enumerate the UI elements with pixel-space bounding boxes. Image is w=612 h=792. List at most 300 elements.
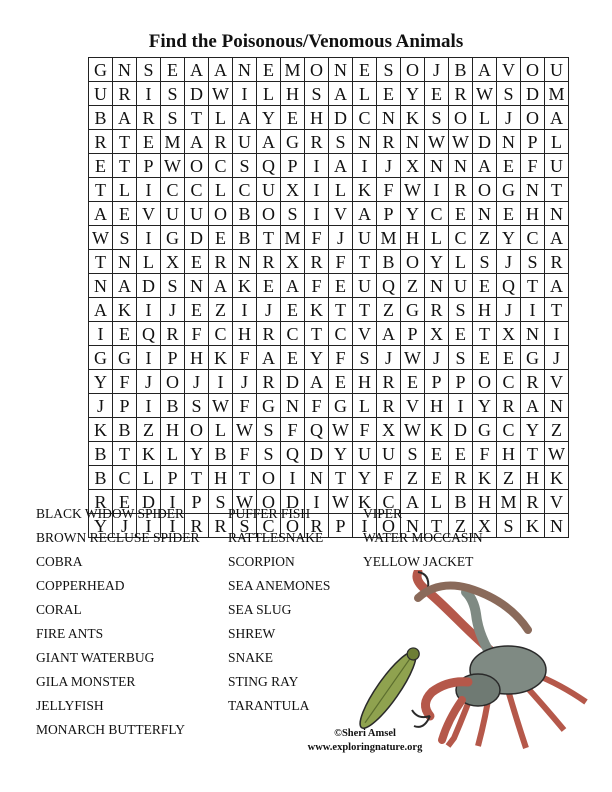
grid-cell: E <box>449 322 473 346</box>
grid-cell: C <box>353 106 377 130</box>
grid-cell: W <box>545 442 569 466</box>
grid-cell: A <box>89 202 113 226</box>
word-list-item: SCORPION <box>228 554 295 569</box>
grid-cell: E <box>473 274 497 298</box>
grid-cell: F <box>353 418 377 442</box>
grid-cell: R <box>521 490 545 514</box>
grid-cell: E <box>497 346 521 370</box>
grid-cell: I <box>353 154 377 178</box>
grid-cell: Z <box>545 418 569 442</box>
grid-cell: F <box>329 250 353 274</box>
grid-cell: J <box>425 58 449 82</box>
grid-cell: T <box>329 298 353 322</box>
grid-cell: R <box>497 394 521 418</box>
word-list-item: SEA SLUG <box>228 602 292 617</box>
grid-cell: C <box>113 466 137 490</box>
grid-cell: F <box>185 322 209 346</box>
grid-cell: S <box>497 82 521 106</box>
grid-cell: Q <box>377 274 401 298</box>
grid-cell: A <box>377 322 401 346</box>
grid-cell: Y <box>473 394 497 418</box>
grid-cell: H <box>497 442 521 466</box>
grid-cell: X <box>281 178 305 202</box>
grid-cell: O <box>185 154 209 178</box>
grid-cell: F <box>305 274 329 298</box>
grid-cell: P <box>521 130 545 154</box>
grid-cell: N <box>401 514 425 538</box>
grid-cell: I <box>305 490 329 514</box>
grid-cell: N <box>113 250 137 274</box>
grid-cell: C <box>497 370 521 394</box>
grid-cell: R <box>209 514 233 538</box>
word-list-item: SHREW <box>228 626 276 641</box>
grid-cell: K <box>113 298 137 322</box>
grid-cell: J <box>377 346 401 370</box>
grid-cell: H <box>209 466 233 490</box>
grid-cell: Y <box>305 346 329 370</box>
grid-cell: C <box>521 226 545 250</box>
grid-cell: F <box>305 394 329 418</box>
grid-cell: D <box>305 442 329 466</box>
grid-cell: Y <box>329 442 353 466</box>
grid-cell: R <box>161 322 185 346</box>
grid-cell: C <box>161 178 185 202</box>
grid-cell: D <box>329 106 353 130</box>
word-list-item: COPPERHEAD <box>36 578 125 593</box>
grid-cell: S <box>281 202 305 226</box>
grid-cell: W <box>425 130 449 154</box>
grid-cell: E <box>185 250 209 274</box>
grid-cell: R <box>89 490 113 514</box>
grid-cell: E <box>113 322 137 346</box>
grid-cell: P <box>377 202 401 226</box>
grid-cell: T <box>113 154 137 178</box>
grid-cell: O <box>281 514 305 538</box>
grid-cell: N <box>185 274 209 298</box>
grid-cell: J <box>545 346 569 370</box>
grid-cell: H <box>473 490 497 514</box>
grid-cell: Y <box>185 442 209 466</box>
grid-cell: Z <box>137 418 161 442</box>
grid-cell: A <box>305 370 329 394</box>
grid-cell: P <box>113 394 137 418</box>
grid-cell: I <box>161 490 185 514</box>
grid-cell: N <box>521 178 545 202</box>
grid-cell: I <box>137 178 161 202</box>
word-list-item: MONARCH BUTTERFLY <box>36 722 186 737</box>
grid-cell: N <box>497 130 521 154</box>
grid-cell: L <box>113 178 137 202</box>
grid-cell: W <box>401 346 425 370</box>
word-list-item: JELLYFISH <box>36 698 104 713</box>
grid-cell: G <box>113 346 137 370</box>
grid-cell: L <box>425 490 449 514</box>
grid-cell: A <box>185 58 209 82</box>
grid-cell: L <box>473 106 497 130</box>
grid-cell: H <box>233 322 257 346</box>
grid-cell: B <box>89 442 113 466</box>
grid-cell: J <box>233 370 257 394</box>
grid-cell: U <box>257 178 281 202</box>
grid-cell: J <box>497 106 521 130</box>
word-list-item: COBRA <box>36 554 83 569</box>
grid-cell: A <box>113 106 137 130</box>
grid-cell: E <box>329 274 353 298</box>
grid-cell: M <box>281 226 305 250</box>
grid-cell: U <box>353 442 377 466</box>
grid-cell: L <box>137 250 161 274</box>
grid-cell: N <box>329 58 353 82</box>
grid-cell: G <box>257 394 281 418</box>
grid-cell: S <box>185 394 209 418</box>
grid-cell: F <box>521 154 545 178</box>
grid-cell: J <box>137 370 161 394</box>
grid-cell: P <box>329 514 353 538</box>
grid-cell: I <box>137 298 161 322</box>
grid-cell: I <box>137 346 161 370</box>
grid-cell: T <box>473 322 497 346</box>
grid-cell: E <box>473 346 497 370</box>
grid-cell: M <box>497 490 521 514</box>
grid-cell: P <box>425 370 449 394</box>
grid-cell: X <box>473 514 497 538</box>
grid-cell: W <box>329 418 353 442</box>
grid-cell: L <box>449 250 473 274</box>
grid-cell: Z <box>449 514 473 538</box>
word-list-item: SEA ANEMONES <box>228 578 331 593</box>
grid-cell: T <box>521 442 545 466</box>
grid-cell: U <box>353 274 377 298</box>
grid-cell: T <box>353 250 377 274</box>
grid-cell: A <box>521 394 545 418</box>
grid-cell: T <box>233 466 257 490</box>
grid-cell: R <box>137 106 161 130</box>
grid-cell: L <box>161 442 185 466</box>
grid-cell: F <box>305 226 329 250</box>
grid-cell: Y <box>521 418 545 442</box>
grid-cell: C <box>209 322 233 346</box>
grid-cell: R <box>521 370 545 394</box>
grid-cell: P <box>401 322 425 346</box>
grid-cell: M <box>545 82 569 106</box>
grid-cell: C <box>329 322 353 346</box>
grid-cell: J <box>497 298 521 322</box>
grid-cell: U <box>545 58 569 82</box>
grid-cell: W <box>209 394 233 418</box>
website-credit: www.exploringnature.org <box>307 742 423 753</box>
grid-cell: C <box>257 514 281 538</box>
grid-cell: E <box>281 346 305 370</box>
grid-cell: U <box>377 442 401 466</box>
grid-cell: S <box>473 250 497 274</box>
grid-cell: H <box>401 226 425 250</box>
grid-cell: R <box>545 250 569 274</box>
grid-cell: Z <box>401 274 425 298</box>
grid-cell: G <box>473 418 497 442</box>
grid-cell: N <box>281 394 305 418</box>
grid-cell: R <box>257 370 281 394</box>
grid-cell: I <box>305 154 329 178</box>
grid-cell: T <box>545 178 569 202</box>
word-list-item: WATER MOCCASIN <box>363 530 483 545</box>
grid-cell: S <box>449 346 473 370</box>
grid-cell: B <box>449 490 473 514</box>
grid-cell: K <box>353 490 377 514</box>
grid-cell: E <box>257 274 281 298</box>
grid-cell: I <box>137 514 161 538</box>
grid-cell: R <box>185 514 209 538</box>
grid-cell: K <box>401 106 425 130</box>
grid-cell: B <box>89 106 113 130</box>
grid-cell: O <box>521 58 545 82</box>
grid-cell: M <box>281 58 305 82</box>
grid-cell: H <box>185 346 209 370</box>
grid-cell: U <box>353 226 377 250</box>
grid-cell: J <box>329 226 353 250</box>
grid-cell: N <box>545 514 569 538</box>
grid-cell: L <box>545 130 569 154</box>
grid-cell: O <box>473 370 497 394</box>
grid-cell: P <box>161 346 185 370</box>
grid-cell: A <box>545 106 569 130</box>
grid-cell: I <box>305 178 329 202</box>
grid-cell: E <box>449 442 473 466</box>
grid-cell: O <box>161 370 185 394</box>
grid-cell: O <box>209 202 233 226</box>
grid-cell: I <box>425 178 449 202</box>
grid-cell: W <box>401 418 425 442</box>
grid-cell: H <box>281 82 305 106</box>
grid-cell: A <box>113 274 137 298</box>
grid-cell: J <box>497 250 521 274</box>
grid-cell: Q <box>281 442 305 466</box>
grid-cell: E <box>449 202 473 226</box>
grid-cell: A <box>329 82 353 106</box>
grid-cell: C <box>377 490 401 514</box>
grid-cell: L <box>209 178 233 202</box>
grid-cell: J <box>161 298 185 322</box>
grid-cell: F <box>473 442 497 466</box>
grid-cell: Z <box>377 298 401 322</box>
grid-cell: B <box>377 250 401 274</box>
grid-cell: I <box>137 226 161 250</box>
grid-cell: O <box>521 106 545 130</box>
grid-cell: N <box>401 130 425 154</box>
word-list-item: FIRE ANTS <box>36 626 104 641</box>
grid-cell: S <box>257 442 281 466</box>
grid-cell: I <box>137 394 161 418</box>
grid-cell: Z <box>473 226 497 250</box>
grid-cell: Y <box>401 202 425 226</box>
grid-cell: O <box>185 418 209 442</box>
grid-cell: B <box>233 226 257 250</box>
grid-cell: U <box>449 274 473 298</box>
grid-cell: F <box>233 394 257 418</box>
grid-cell: J <box>113 514 137 538</box>
grid-cell: T <box>521 274 545 298</box>
grid-cell: B <box>113 418 137 442</box>
grid-cell: L <box>257 82 281 106</box>
word-list-item: SNAKE <box>228 650 274 665</box>
grid-cell: J <box>89 394 113 418</box>
grid-cell: R <box>113 82 137 106</box>
grid-cell: S <box>353 346 377 370</box>
grid-cell: R <box>377 370 401 394</box>
grid-cell: I <box>89 322 113 346</box>
grid-cell: S <box>449 298 473 322</box>
grid-cell: S <box>521 250 545 274</box>
grid-cell: L <box>329 178 353 202</box>
grid-cell: S <box>161 82 185 106</box>
grid-cell: O <box>257 202 281 226</box>
grid-cell: C <box>497 418 521 442</box>
grid-cell: A <box>545 274 569 298</box>
grid-cell: O <box>449 106 473 130</box>
grid-cell: E <box>281 106 305 130</box>
grid-cell: H <box>425 394 449 418</box>
grid-cell: F <box>329 346 353 370</box>
grid-cell: S <box>401 442 425 466</box>
grid-cell: W <box>329 490 353 514</box>
grid-cell: E <box>281 298 305 322</box>
grid-cell: Q <box>137 322 161 346</box>
grid-cell: O <box>257 466 281 490</box>
grid-cell: A <box>257 130 281 154</box>
grid-cell: N <box>521 322 545 346</box>
grid-cell: K <box>233 274 257 298</box>
grid-cell: N <box>425 154 449 178</box>
word-list-item: BROWN RECLUSE SPIDER <box>36 530 200 545</box>
grid-cell: F <box>233 346 257 370</box>
grid-cell: R <box>305 514 329 538</box>
word-list-item: STING RAY <box>228 674 299 689</box>
grid-cell: T <box>305 322 329 346</box>
grid-cell: I <box>545 322 569 346</box>
grid-cell: Q <box>305 418 329 442</box>
grid-cell: S <box>329 130 353 154</box>
word-list-item: BLACK WIDOW SPIDER <box>36 506 185 521</box>
grid-cell: F <box>377 466 401 490</box>
word-list-item: YELLOW JACKET <box>363 554 474 569</box>
grid-cell: A <box>353 202 377 226</box>
grid-cell: E <box>401 370 425 394</box>
grid-cell: Q <box>257 154 281 178</box>
grid-cell: N <box>545 394 569 418</box>
author-credit: ©Sheri Amsel <box>334 728 396 739</box>
grid-cell: S <box>497 514 521 538</box>
grid-cell: A <box>257 346 281 370</box>
grid-cell: A <box>281 274 305 298</box>
grid-cell: R <box>449 82 473 106</box>
grid-cell: L <box>353 82 377 106</box>
grid-cell: R <box>377 130 401 154</box>
grid-cell: S <box>113 226 137 250</box>
grid-cell: K <box>473 466 497 490</box>
grid-cell: E <box>185 298 209 322</box>
grid-cell: P <box>161 466 185 490</box>
grid-cell: P <box>449 370 473 394</box>
grid-cell: B <box>89 466 113 490</box>
grid-cell: B <box>209 442 233 466</box>
grid-cell: A <box>545 226 569 250</box>
grid-cell: O <box>305 58 329 82</box>
grid-cell: E <box>113 202 137 226</box>
grid-cell: R <box>257 250 281 274</box>
grid-cell: N <box>377 106 401 130</box>
grid-cell: R <box>257 322 281 346</box>
grid-cell: W <box>161 154 185 178</box>
grid-cell: K <box>89 418 113 442</box>
grid-cell: Y <box>257 106 281 130</box>
word-list-item: GIANT WATERBUG <box>36 650 155 665</box>
grid-cell: B <box>449 58 473 82</box>
grid-cell: B <box>161 394 185 418</box>
word-list-item: GILA MONSTER <box>36 674 136 689</box>
grid-cell: V <box>545 370 569 394</box>
word-list-item: CORAL <box>36 602 82 617</box>
grid-cell: X <box>425 322 449 346</box>
grid-cell: O <box>401 250 425 274</box>
grid-cell: W <box>233 490 257 514</box>
grid-cell: G <box>89 58 113 82</box>
grid-cell: T <box>353 298 377 322</box>
grid-cell: E <box>89 154 113 178</box>
grid-cell: X <box>377 418 401 442</box>
grid-cell: L <box>209 418 233 442</box>
grid-cell: Z <box>209 298 233 322</box>
word-list-column-2 <box>228 502 330 718</box>
grid-cell: C <box>233 178 257 202</box>
grid-cell: W <box>401 178 425 202</box>
grid-cell: G <box>497 178 521 202</box>
grid-cell: H <box>161 418 185 442</box>
grid-cell: R <box>449 466 473 490</box>
grid-cell: D <box>185 226 209 250</box>
grid-cell: K <box>305 298 329 322</box>
credit-block <box>290 727 440 755</box>
grid-cell: F <box>113 370 137 394</box>
grid-cell: H <box>305 106 329 130</box>
grid-cell: V <box>545 490 569 514</box>
grid-cell: P <box>185 490 209 514</box>
grid-cell: S <box>305 82 329 106</box>
grid-cell: T <box>113 442 137 466</box>
grid-cell: R <box>209 250 233 274</box>
grid-cell: S <box>257 418 281 442</box>
grid-cell: K <box>545 466 569 490</box>
grid-cell: G <box>521 346 545 370</box>
grid-cell: I <box>233 82 257 106</box>
grid-cell: I <box>521 298 545 322</box>
grid-cell: K <box>209 346 233 370</box>
grid-cell: V <box>137 202 161 226</box>
grid-cell: E <box>113 490 137 514</box>
grid-cell: E <box>497 202 521 226</box>
grid-cell: O <box>257 490 281 514</box>
grid-cell: N <box>449 154 473 178</box>
grid-cell: C <box>281 322 305 346</box>
grid-cell: A <box>209 274 233 298</box>
grid-cell: X <box>161 250 185 274</box>
grid-cell: N <box>473 202 497 226</box>
word-list-item: RATTLESNAKE <box>228 530 324 545</box>
grid-cell: U <box>233 130 257 154</box>
grid-cell: A <box>473 58 497 82</box>
grid-cell: U <box>185 202 209 226</box>
grid-cell: N <box>305 466 329 490</box>
grid-cell: A <box>209 58 233 82</box>
grid-cell: V <box>329 202 353 226</box>
